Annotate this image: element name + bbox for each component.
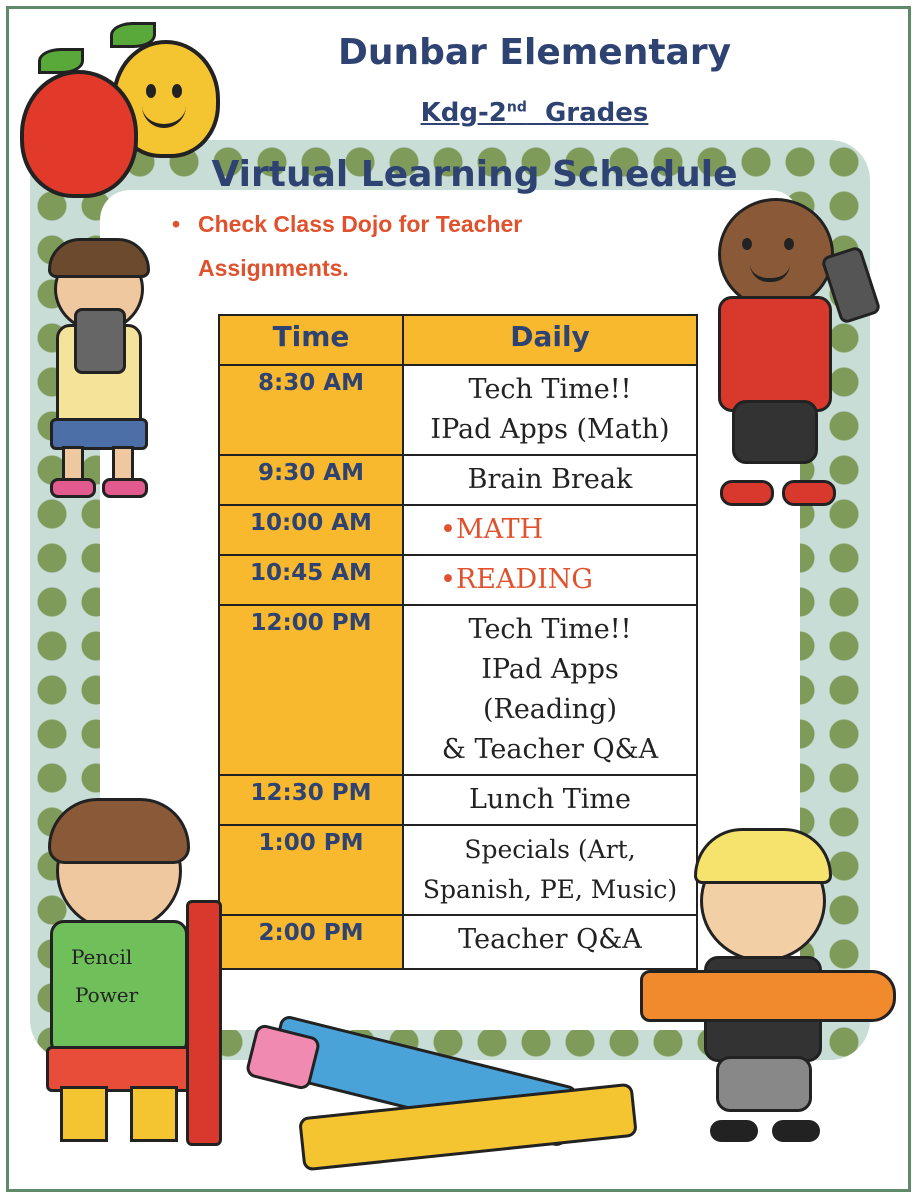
grades-text: Kdg-2: [420, 98, 507, 128]
schedule-table: [218, 314, 698, 970]
grades-heading: [75, 98, 919, 128]
activity-cell: [403, 365, 697, 455]
activity-line: Specials (Art,: [464, 835, 636, 864]
time-cell: 9:30 AM: [219, 455, 403, 505]
time-cell: 1:00 PM: [219, 825, 403, 915]
school-name: Dunbar Elementary: [337, 32, 732, 73]
activity-line: MATH: [455, 514, 544, 545]
table-header-row: [219, 315, 697, 365]
table-row: [219, 915, 697, 969]
note-line-2: Assignments.: [198, 255, 349, 281]
activity-line: Spanish, PE, Music): [422, 875, 678, 904]
time-cell: 8:30 AM: [219, 365, 403, 455]
activity-line: IPad Apps (Math): [430, 414, 670, 445]
class-dojo-note: [172, 202, 592, 290]
shirt-text-2: Power: [75, 983, 139, 1007]
table-row: [219, 505, 697, 555]
activity-line: Tech Time!!: [468, 374, 632, 405]
time-cell: 10:00 AM: [219, 505, 403, 555]
boy-with-phone-illustration: [712, 180, 882, 520]
time-cell: 10:45 AM: [219, 555, 403, 605]
schedule-title: Virtual Learning Schedule: [211, 154, 738, 195]
time-cell: 12:00 PM: [219, 605, 403, 775]
boy-with-pencil-illustration: [640, 820, 900, 1180]
column-header-time: Time: [219, 315, 403, 365]
time-cell: 12:30 PM: [219, 775, 403, 825]
activity-line: Brain Break: [467, 464, 633, 495]
activity-line: Lunch Time: [468, 784, 632, 815]
grades-rest: Grades: [526, 98, 649, 128]
note-line-1: Check Class Dojo for Teacher: [198, 211, 523, 237]
table-row: [219, 455, 697, 505]
activity-line: IPad Apps: [481, 654, 619, 685]
activity-line: (Reading): [482, 694, 618, 725]
bullet-icon: •: [172, 211, 181, 237]
activity-line: & Teacher Q&A: [441, 734, 659, 765]
table-row: [219, 775, 697, 825]
table-row: [219, 605, 697, 775]
activity-cell: [403, 555, 697, 605]
activity-line: READING: [455, 564, 593, 595]
column-header-daily: Daily: [403, 315, 697, 365]
pencils-illustration: [240, 1010, 660, 1170]
table-row: [219, 365, 697, 455]
activity-line: Tech Time!!: [468, 614, 632, 645]
grades-suffix: nd: [506, 99, 527, 116]
activity-cell: [403, 775, 697, 825]
table-row: [219, 825, 697, 915]
shirt-text-1: Pencil: [71, 945, 133, 969]
time-cell: 2:00 PM: [219, 915, 403, 969]
activity-cell: [403, 605, 697, 775]
table-row: [219, 555, 697, 605]
girl-with-tablet-illustration: [26, 228, 166, 500]
girl-with-pencil-illustration: [26, 790, 216, 1170]
activity-cell: [403, 505, 697, 555]
activity-cell: [403, 455, 697, 505]
activity-line: Teacher Q&A: [458, 924, 642, 955]
